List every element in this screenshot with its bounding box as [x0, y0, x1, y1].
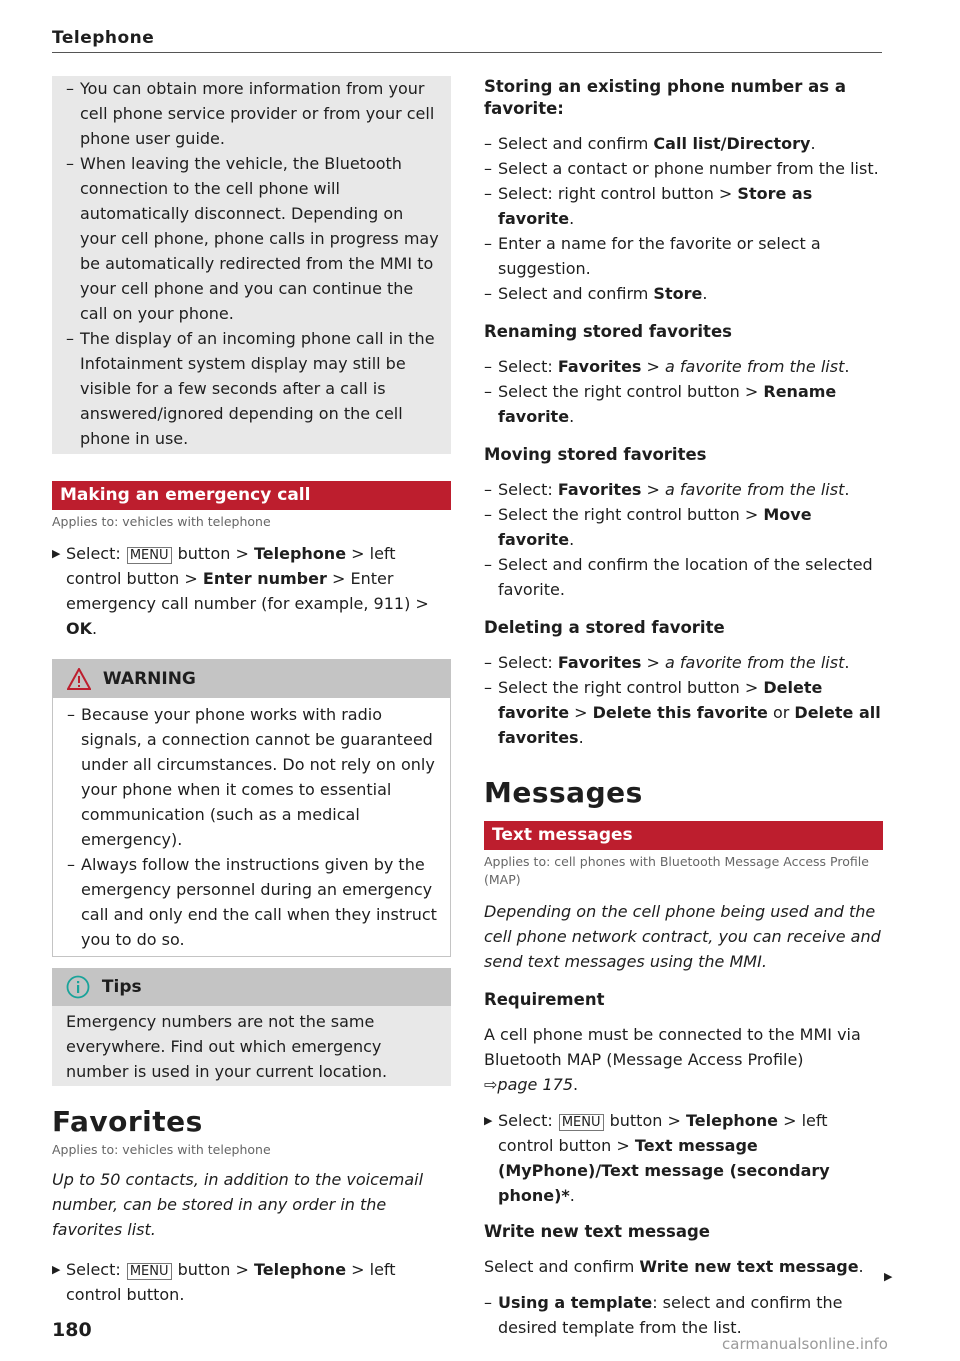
- moving-item: – Select and confirm the location of the selected favorite.: [484, 555, 873, 599]
- page-ref-link[interactable]: page 175: [497, 1075, 573, 1094]
- page-ref-icon: ⇨: [484, 1075, 498, 1094]
- deleting-item: – Select the right control button > Delete favorite > Delete this favorite or Delete all favorites.: [484, 678, 881, 747]
- moving-item: – Select: Favorites > a favorite from the list.: [484, 480, 850, 499]
- favorites-step: ▶ Select: MENU button > Telephone > left control button.: [52, 1260, 396, 1304]
- messages-step: ▶ Select: MENU button > Telephone > left control button > Text message (MyPhone)/Text message (secondary phone)*.: [484, 1111, 830, 1205]
- menu-key: MENU: [127, 547, 172, 564]
- emergency-applies: Applies to: vehicles with telephone: [52, 514, 271, 529]
- write-text: Select and confirm Write new text message.: [484, 1257, 864, 1276]
- note-item: – The display of an incoming phone call in the Infotainment system display may still be visible for a few seconds after a call is answered/ignored depending on the cell phone in use.: [66, 329, 435, 448]
- section-header: Telephone: [52, 28, 155, 48]
- warning-header: WARNING: [53, 660, 450, 698]
- continue-arrow-icon: ▶: [884, 1270, 893, 1283]
- menu-key: MENU: [559, 1114, 604, 1131]
- messages-intro: Depending on the cell phone being used and the cell phone network contract, you can receive and send text messages using the MMI.: [484, 902, 881, 971]
- note-item: – When leaving the vehicle, the Bluetooth connection to the cell phone will automatically disconnect. Depending on your cell phone, phone calls in progress may be automatically redirected from the MMI to your cell phone and you can continue the call on your phone.: [66, 154, 439, 323]
- warning-box: [52, 659, 451, 957]
- text-messages-title: Text messages: [484, 821, 883, 850]
- page-number: 180: [52, 1319, 92, 1341]
- renaming-item: – Select the right control button > Rename favorite.: [484, 382, 837, 426]
- left-column: [52, 76, 451, 1307]
- messages-applies: Applies to: cell phones with Bluetooth Message Access Profile (MAP): [484, 854, 869, 887]
- tips-box: [52, 968, 451, 1086]
- storing-item: – Select: right control button > Store as favorite.: [484, 184, 813, 228]
- menu-key: MENU: [127, 1263, 172, 1280]
- template-item: – Using a template: select and confirm the desired template from the list.: [484, 1293, 843, 1337]
- write-title: Write new text message: [484, 1222, 710, 1241]
- messages-title: Messages: [484, 776, 643, 809]
- emergency-section-title: Making an emergency call: [52, 481, 451, 510]
- emergency-step: ▶ Select: MENU button > Telephone > left control button > Enter number > Enter emergency call number (for example, 911) > OK.: [52, 544, 429, 638]
- header-rule: [52, 52, 882, 53]
- storing-item: – Select and confirm Call list/Directory.: [484, 134, 816, 153]
- storing-item: – Select and confirm Store.: [484, 284, 708, 303]
- requirement-title: Requirement: [484, 990, 605, 1009]
- storing-item: – Select a contact or phone number from the list.: [484, 159, 879, 178]
- warning-triangle-icon: [67, 669, 91, 689]
- favorites-intro: Up to 50 contacts, in addition to the voicemail number, can be stored in any order in the favorites list.: [52, 1170, 424, 1239]
- note-box: [52, 76, 451, 454]
- moving-title: Moving stored favorites: [484, 445, 707, 464]
- warning-item: – Always follow the instructions given by the emergency personnel during an emergency call and only end the call when they instruct you to do so.: [67, 855, 437, 949]
- tips-header: Tips: [52, 968, 451, 1006]
- storing-item: – Enter a name for the favorite or select a suggestion.: [484, 234, 821, 278]
- deleting-title: Deleting a stored favorite: [484, 618, 725, 637]
- info-circle-icon: [66, 977, 90, 997]
- tips-text: Emergency numbers are not the same everywhere. Find out which emergency number is used in your current location.: [52, 1006, 451, 1086]
- deleting-item: – Select: Favorites > a favorite from the list.: [484, 653, 850, 672]
- moving-item: – Select the right control button > Move favorite.: [484, 505, 812, 549]
- warning-item: – Because your phone works with radio signals, a connection cannot be guaranteed under all circumstances. Do not rely on only your phone when it comes to essential communication (such as a medical emergency).: [67, 705, 435, 849]
- right-column: [484, 76, 883, 1340]
- renaming-item: – Select: Favorites > a favorite from the list.: [484, 357, 850, 376]
- favorites-applies: Applies to: vehicles with telephone: [52, 1142, 271, 1157]
- storing-title: Storing an existing phone number as a favorite:: [484, 77, 846, 118]
- watermark: carmanualsonline.info: [722, 1335, 888, 1353]
- note-item: – You can obtain more information from your cell phone service provider or from your cell phone user guide.: [66, 79, 435, 148]
- favorites-title: Favorites: [52, 1105, 203, 1138]
- renaming-title: Renaming stored favorites: [484, 322, 732, 341]
- requirement-text: A cell phone must be connected to the MMI via Bluetooth MAP (Message Access Profile) ⇨page 175.: [484, 1025, 861, 1094]
